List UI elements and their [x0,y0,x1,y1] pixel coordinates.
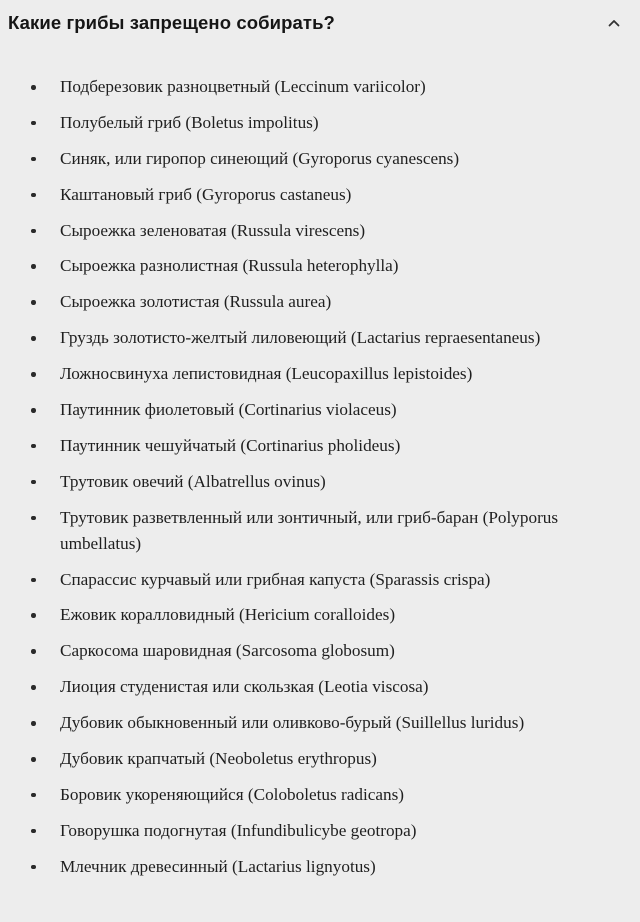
list-item-text: Трутовик овечий (Albatrellus ovinus) [60,471,326,491]
bullet-dot [31,865,36,870]
list-item [0,289,640,315]
list-item-text: Дубовик обыкновенный или оливково-бурый (Suillellus luridus) [60,713,525,733]
bullet-dot [31,229,36,234]
list-item-text: Паутинник чешуйчатый (Cortinarius pholideus) [60,435,401,455]
bullet-dot [31,829,36,834]
list-item [0,674,640,700]
bullet-dot [31,300,36,305]
list-item [0,182,640,208]
bullet-dot [31,264,36,269]
list-item-text: Спарассис курчавый или грибная капуста (Sparassis crispa) [60,569,491,589]
list-item-text: Млечник древесинный (Lactarius lignyotus) [60,856,376,876]
list-item-text: Трутовик разветвленный или зонтичный, или гриб-баран (Polyporus umbellatus) [60,507,559,553]
bullet-dot [31,613,36,618]
list-item [0,567,640,593]
list-item-text: Синяк, или гиропор синеющий (Gyroporus cyanescens) [60,148,460,168]
bullet-dot [31,721,36,726]
list-item-text: Полубелый гриб (Boletus impolitus) [60,112,319,132]
bullet-dot [31,193,36,198]
mushroom-list [0,74,640,890]
list-item [0,638,640,664]
list-item [0,74,640,100]
list-item [0,110,640,136]
bullet-dot [31,408,36,413]
chevron-up-icon[interactable] [606,15,622,31]
bullet-dot [31,685,36,690]
bullet-dot [31,480,36,485]
list-item-text: Сыроежка зеленоватая (Russula virescens) [60,220,366,240]
list-item [0,469,640,495]
list-item-text: Лиоция студенистая или скользкая (Leotia viscosa) [60,677,429,697]
list-item-text: Дубовик крапчатый (Neoboletus erythropus) [60,749,377,769]
list-item [0,397,640,423]
list-item [0,146,640,172]
list-item-text: Груздь золотисто-желтый лиловеющий (Lactarius repraesentaneus) [60,328,541,348]
list-item [0,433,640,459]
bullet-dot [31,516,36,521]
bullet-dot [31,336,36,341]
list-item-text: Ежовик коралловидный (Hericium coralloides) [60,605,396,625]
list-item [0,602,640,628]
list-item-text: Саркосома шаровидная (Sarcosoma globosum) [60,641,395,661]
list-item-text: Каштановый гриб (Gyroporus castaneus) [60,184,352,204]
list-item [0,218,640,244]
bullet-dot [31,793,36,798]
list-item [0,818,640,844]
list-item [0,854,640,880]
list-item [0,505,640,557]
bullet-dot [31,85,36,90]
list-item [0,710,640,736]
list-item-text: Боровик укореняющийся (Coloboletus radicans) [60,784,404,804]
list-item-text: Говорушка подогнутая (Infundibulicybe geotropa) [60,820,417,840]
accordion-title: Какие грибы запрещено собирать? [8,12,335,33]
bullet-dot [31,121,36,126]
bullet-dot [31,372,36,377]
list-item-text: Сыроежка золотистая (Russula aurea) [60,292,332,312]
list-item [0,253,640,279]
list-item [0,361,640,387]
bullet-dot [31,649,36,654]
list-item [0,325,640,351]
list-item-text: Сыроежка разнолистная (Russula heterophylla) [60,256,399,276]
bullet-dot [31,757,36,762]
bullet-dot [31,157,36,162]
bullet-dot [31,444,36,449]
list-item-text: Подберезовик разноцветный (Leccinum variicolor) [60,77,426,96]
list-item [0,782,640,808]
bullet-dot [31,578,36,583]
list-item [0,746,640,772]
accordion-header[interactable] [0,0,640,46]
list-item-text: Ложносвинуха лепистовидная (Leucopaxillus lepistoides) [60,364,473,384]
list-item-text: Паутинник фиолетовый (Cortinarius violaceus) [60,400,397,420]
